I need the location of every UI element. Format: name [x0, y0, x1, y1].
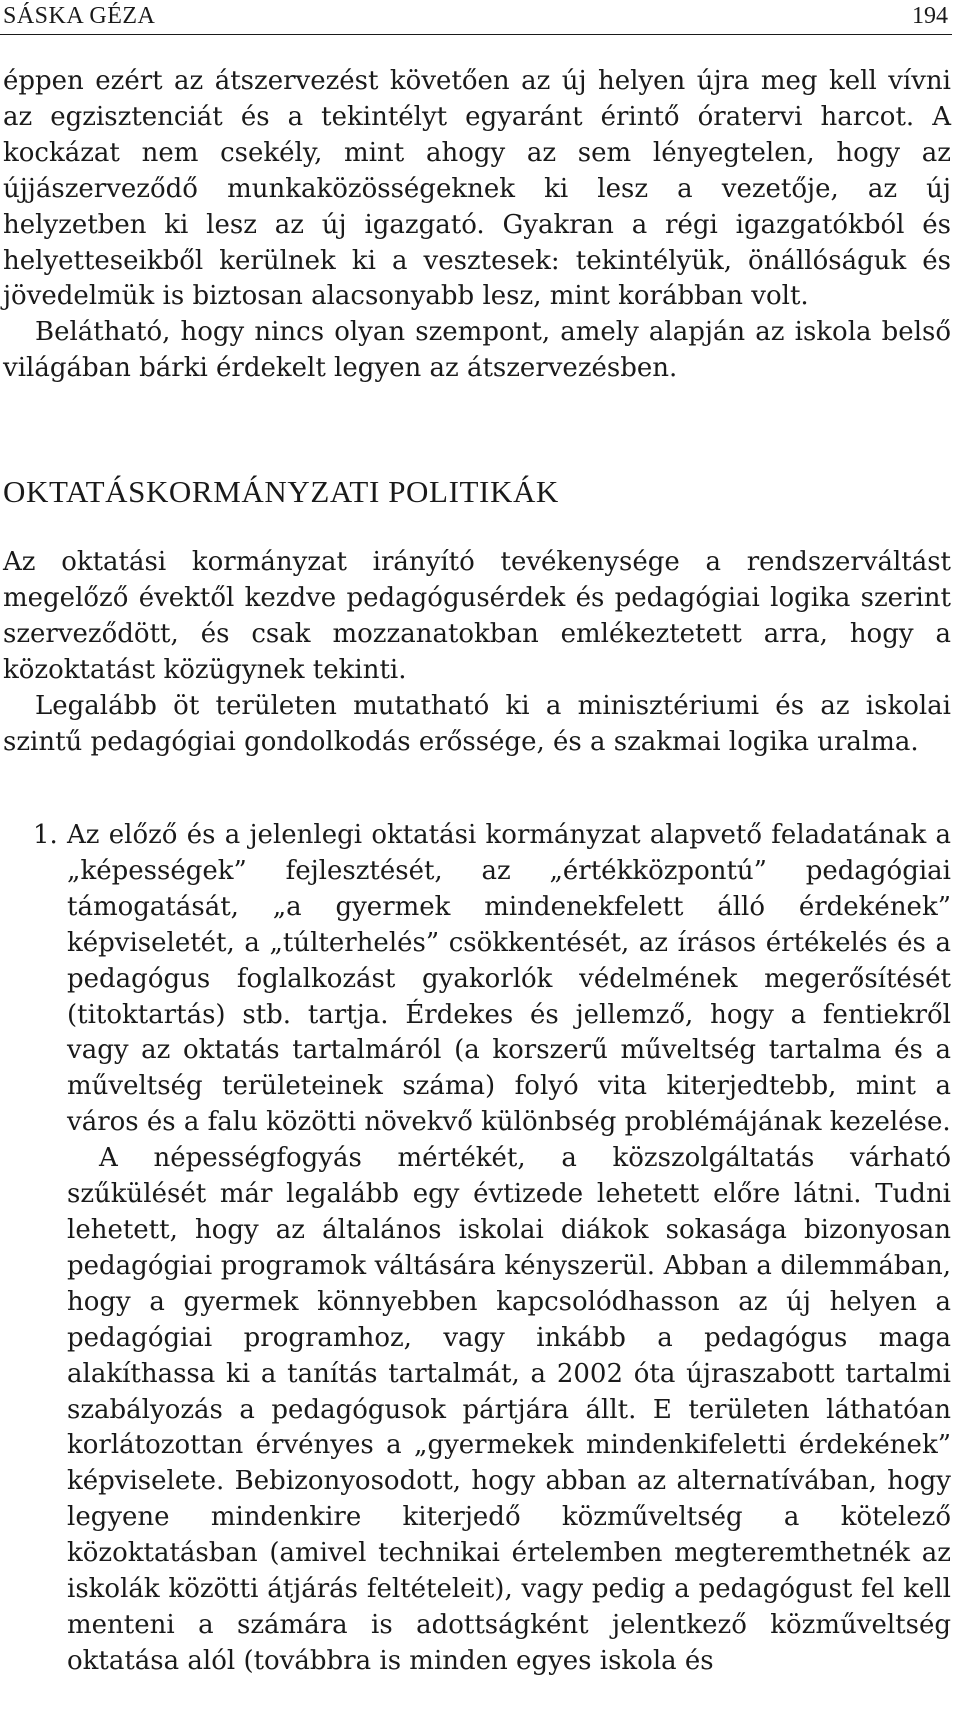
numbered-list: [3, 818, 951, 1680]
paragraph: Legalább öt területen mutatható ki a minisztériumi és az iskolai szintű pedagógiai gondolkodás erőssége, és a szakmai logika uralma.: [3, 690, 951, 757]
paragraph: Az előző és a jelenlegi oktatási kormányzat alapvető feladatának a „képességek” fejlesztését, az „értékközpontú” pedagógiai támogatását, „a gyermek mindenekfelett álló érdekének” képviseletét, a „túlterhelés” csökkentését, az írásos értékelés és a pedagógus foglalkozást gyakorlók védelmének megerősítését (titoktartás) stb. tartja. Érdekes és jellemző, hogy a fentiekről vagy az oktatás tartalmáról (a korszerű műveltség tartalma és a műveltség területeinek száma) folyó vita kiterjedtebb, mint a város és a falu közötti növekvő különbség problémájának kezelése.: [67, 820, 951, 1138]
section-heading: OKTATÁSKORMÁNYZATI POLITIKÁK: [3, 474, 559, 509]
running-header: [0, 0, 952, 35]
paragraph: A népességfogyás mértékét, a közszolgáltatás várható szűkülését már legalább egy évtizede lehetett előre látni. Tudni lehetett, hogy az általános iskolai diákok sokasága bizonyosan pedagógiai programok váltására kényszerül. Abban a dilemmában, hogy a gyermek könnyebben kapcsolódhasson az új helyen a pedagógiai programhoz, vagy inkább a pedagógus maga alakíthassa ki a tanítás tartalmát, a 2002 óta újraszabott tartalmi szabályozás a pedagógusok pártjára állt. E területen láthatóan korlátozottan érvényes a „gyermekek mindenkifeletti érdekének” képviselete. Bebizonyosodott, hogy abban az alternatívában, hogy legyene mindenkire kiterjedő közműveltség a kötelező közoktatásban (amivel technikai értelemben megteremthetnék az iskolák közötti átjárás feltételeit), vagy pedig a pedagógust fel kell menteni a számára is adottságként jelentkező közműveltség oktatása alól (továbbra is minden egyes iskola és: [67, 1143, 951, 1676]
intro-text: [3, 64, 951, 387]
author-name: SÁSKA GÉZA: [3, 3, 156, 29]
list-item: [3, 818, 951, 1680]
paragraph: Az oktatási kormányzat irányító tevékenysége a rendszerváltást megelőző évektől kezdve pedagógusérdek és pedagógiai logika szerint szerveződött, és csak mozzanatokban emlékeztetett arra, hogy a közoktatást közügynek tekinti.: [3, 547, 951, 685]
section-text: [3, 545, 951, 760]
paragraph: Belátható, hogy nincs olyan szempont, amely alapján az iskola belső világában bárki érdekelt legyen az átszervezésben.: [3, 317, 951, 384]
paragraph: éppen ezért az átszervezést követően az új helyen újra meg kell vívni az egzisztenciát és a tekintélyt egyaránt érintő óratervi harcot. A kockázat nem csekély, mint ahogy az sem lényegtelen, hogy az újjászerveződő munkaközösségeknek ki lesz a vezetője, az új helyzetben ki lesz az új igazgató. Gyakran a régi igazgatókból és helyetteseikből kerülnek ki a vesztesek: tekintélyük, önállóságuk és jövedelmük is biztosan alacsonyabb lesz, mint korábban volt.: [3, 66, 951, 312]
page-number: 194: [912, 3, 948, 29]
list-item-number: 1.: [33, 820, 58, 850]
